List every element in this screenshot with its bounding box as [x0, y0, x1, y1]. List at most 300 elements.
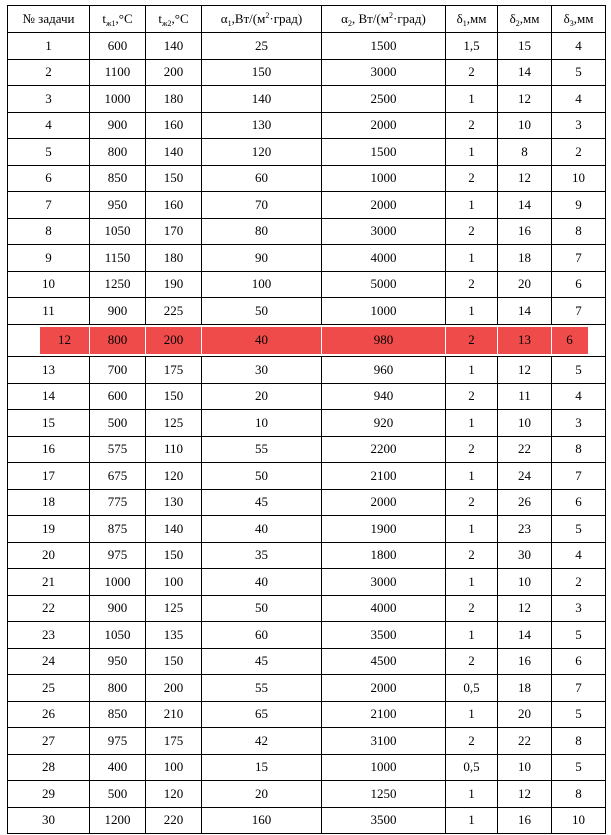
cell-t-zh1: 900 [90, 595, 146, 622]
header-alpha2 [322, 6, 446, 33]
cell-t-zh1: 1150 [90, 245, 146, 272]
cell-t-zh1: 800 [90, 139, 146, 166]
cell-delta1: 1 [446, 139, 498, 166]
cell-delta2: 26 [498, 489, 552, 516]
table-row [8, 595, 606, 622]
cell-delta2: 11 [498, 383, 552, 410]
cell-delta3: 8 [552, 218, 606, 245]
cell-t-zh1: 900 [90, 112, 146, 139]
cell-delta1: 2 [446, 489, 498, 516]
cell-t-zh1: 800 [90, 324, 146, 357]
header-text-sub: ж2 [161, 19, 172, 28]
header-text-pre: № задачи [22, 11, 75, 26]
cell-alpha1: 55 [202, 675, 322, 702]
header-text-mid: ,мм [519, 11, 540, 26]
cell-delta3: 6 [552, 648, 606, 675]
cell-t-zh2: 180 [146, 86, 202, 113]
cell-delta1: 2 [446, 728, 498, 755]
cell-delta1: 2 [446, 595, 498, 622]
cell-task-number: 1 [8, 33, 90, 60]
header-text-sub: 1 [462, 19, 467, 28]
header-t-zh1 [90, 6, 146, 33]
table-row [8, 701, 606, 728]
cell-task-number: 19 [8, 516, 90, 543]
cell-alpha2: 2000 [322, 192, 446, 219]
header-text-pre: δ [563, 11, 570, 26]
cell-task-number: 16 [8, 436, 90, 463]
table-row [8, 781, 606, 808]
cell-t-zh1: 1000 [90, 569, 146, 596]
cell-t-zh2: 170 [146, 218, 202, 245]
cell-t-zh1: 875 [90, 516, 146, 543]
cell-t-zh2: 150 [146, 383, 202, 410]
cell-delta1: 1 [446, 807, 498, 834]
cell-alpha2: 960 [322, 357, 446, 384]
table-row [8, 192, 606, 219]
cell-t-zh1: 1000 [90, 86, 146, 113]
cell-alpha1: 160 [202, 807, 322, 834]
cell-alpha2: 2100 [322, 701, 446, 728]
header-text-mid: ,мм [573, 11, 594, 26]
header-text-pre: δ [456, 11, 463, 26]
cell-alpha2: 1500 [322, 33, 446, 60]
cell-delta3: 7 [552, 463, 606, 490]
cell-t-zh2: 110 [146, 436, 202, 463]
cell-alpha2: 940 [322, 383, 446, 410]
cell-delta1: 1,5 [446, 33, 498, 60]
cell-delta1: 0,5 [446, 754, 498, 781]
cell-delta2: 20 [498, 271, 552, 298]
header-delta1 [446, 6, 498, 33]
cell-t-zh1: 600 [90, 33, 146, 60]
cell-alpha2: 2500 [322, 86, 446, 113]
cell-task-number: 27 [8, 728, 90, 755]
cell-delta1: 2 [446, 112, 498, 139]
cell-task-number: 15 [8, 410, 90, 437]
table-row [8, 139, 606, 166]
cell-alpha2: 1000 [322, 754, 446, 781]
cell-delta3: 7 [552, 675, 606, 702]
cell-alpha1: 15 [202, 754, 322, 781]
table-header-row [8, 6, 606, 33]
cell-delta1: 0,5 [446, 675, 498, 702]
cell-t-zh1: 850 [90, 701, 146, 728]
cell-alpha2: 3500 [322, 807, 446, 834]
cell-delta1: 1 [446, 781, 498, 808]
cell-delta3: 5 [552, 754, 606, 781]
table-row [8, 271, 606, 298]
cell-alpha1: 80 [202, 218, 322, 245]
table-row [8, 410, 606, 437]
cell-t-zh2: 135 [146, 622, 202, 649]
cell-alpha2: 2000 [322, 112, 446, 139]
cell-delta2: 18 [498, 245, 552, 272]
cell-t-zh2: 190 [146, 271, 202, 298]
header-text-sub: 1 [227, 19, 232, 28]
cell-delta3: 4 [552, 383, 606, 410]
task-variants-table [7, 5, 606, 834]
cell-delta3: 3 [552, 595, 606, 622]
cell-delta2: 10 [498, 410, 552, 437]
table-row [8, 218, 606, 245]
cell-task-number: 17 [8, 463, 90, 490]
cell-alpha2: 3000 [322, 59, 446, 86]
cell-alpha2: 1000 [322, 298, 446, 325]
cell-t-zh2: 150 [146, 165, 202, 192]
cell-alpha1: 10 [202, 410, 322, 437]
cell-delta3: 2 [552, 139, 606, 166]
cell-task-number: 6 [8, 165, 90, 192]
cell-alpha1: 40 [202, 569, 322, 596]
cell-delta3: 5 [552, 357, 606, 384]
cell-delta1: 1 [446, 245, 498, 272]
cell-t-zh2: 140 [146, 516, 202, 543]
cell-t-zh2: 200 [146, 59, 202, 86]
cell-task-number: 29 [8, 781, 90, 808]
cell-delta2: 14 [498, 192, 552, 219]
header-text-pre: t [102, 11, 106, 26]
cell-delta3: 7 [552, 298, 606, 325]
cell-delta2: 10 [498, 754, 552, 781]
cell-delta3: 6 [552, 271, 606, 298]
cell-delta2: 16 [498, 218, 552, 245]
header-task-number [8, 6, 90, 33]
cell-t-zh2: 200 [146, 324, 202, 357]
table-row [8, 33, 606, 60]
cell-alpha2: 1800 [322, 542, 446, 569]
cell-t-zh1: 1050 [90, 218, 146, 245]
cell-t-zh2: 150 [146, 648, 202, 675]
cell-delta1: 1 [446, 516, 498, 543]
table-row [8, 754, 606, 781]
cell-alpha2: 2000 [322, 675, 446, 702]
cell-alpha2: 3000 [322, 218, 446, 245]
table-row-highlighted [8, 324, 606, 357]
cell-t-zh1: 600 [90, 383, 146, 410]
cell-t-zh1: 1200 [90, 807, 146, 834]
cell-alpha1: 60 [202, 622, 322, 649]
cell-delta1: 1 [446, 86, 498, 113]
cell-task-number: 10 [8, 271, 90, 298]
cell-delta2: 20 [498, 701, 552, 728]
cell-task-number: 24 [8, 648, 90, 675]
header-text-mid: ,Вт/(м [231, 11, 266, 26]
header-text-sup: 2 [388, 11, 393, 20]
table-row [8, 59, 606, 86]
header-text-post: ·град) [392, 11, 426, 26]
cell-alpha2: 3100 [322, 728, 446, 755]
cell-t-zh2: 140 [146, 139, 202, 166]
cell-t-zh2: 210 [146, 701, 202, 728]
header-text-sub: 2 [515, 19, 520, 28]
cell-task-number: 5 [8, 139, 90, 166]
cell-alpha2: 1250 [322, 781, 446, 808]
cell-t-zh1: 775 [90, 489, 146, 516]
cell-delta1: 1 [446, 192, 498, 219]
table-row [8, 807, 606, 834]
cell-delta3: 5 [552, 59, 606, 86]
cell-alpha2: 1000 [322, 165, 446, 192]
cell-delta3: 10 [552, 165, 606, 192]
cell-delta2: 15 [498, 33, 552, 60]
header-text-mid: ,мм [466, 11, 487, 26]
cell-delta3: 10 [552, 807, 606, 834]
cell-delta1: 2 [446, 218, 498, 245]
cell-delta1: 1 [446, 569, 498, 596]
cell-t-zh1: 850 [90, 165, 146, 192]
cell-alpha2: 4500 [322, 648, 446, 675]
header-text-pre: α [220, 11, 228, 26]
cell-t-zh2: 120 [146, 463, 202, 490]
cell-t-zh1: 975 [90, 728, 146, 755]
cell-alpha2: 5000 [322, 271, 446, 298]
cell-t-zh2: 180 [146, 245, 202, 272]
cell-alpha1: 40 [202, 516, 322, 543]
cell-task-number: 12 [8, 324, 90, 357]
cell-task-number: 26 [8, 701, 90, 728]
cell-task-number: 8 [8, 218, 90, 245]
cell-delta1: 1 [446, 463, 498, 490]
cell-delta3: 9 [552, 192, 606, 219]
cell-t-zh2: 130 [146, 489, 202, 516]
cell-alpha2: 4000 [322, 595, 446, 622]
header-text-pre: t [158, 11, 162, 26]
cell-delta1: 1 [446, 622, 498, 649]
header-text-sub: 3 [569, 19, 574, 28]
cell-t-zh1: 675 [90, 463, 146, 490]
cell-t-zh1: 500 [90, 410, 146, 437]
cell-delta2: 10 [498, 112, 552, 139]
cell-delta3: 4 [552, 33, 606, 60]
cell-task-number: 13 [8, 357, 90, 384]
cell-t-zh1: 975 [90, 542, 146, 569]
cell-t-zh2: 120 [146, 781, 202, 808]
table-row [8, 648, 606, 675]
cell-delta2: 22 [498, 728, 552, 755]
header-delta3 [552, 6, 606, 33]
cell-alpha1: 65 [202, 701, 322, 728]
cell-delta1: 2 [446, 436, 498, 463]
cell-alpha1: 70 [202, 192, 322, 219]
table-row [8, 165, 606, 192]
table-row [8, 298, 606, 325]
cell-t-zh2: 175 [146, 357, 202, 384]
cell-delta2: 12 [498, 165, 552, 192]
cell-t-zh2: 125 [146, 410, 202, 437]
cell-t-zh2: 125 [146, 595, 202, 622]
cell-alpha1: 30 [202, 357, 322, 384]
header-alpha1 [202, 6, 322, 33]
cell-alpha1: 150 [202, 59, 322, 86]
cell-delta3: 5 [552, 701, 606, 728]
cell-t-zh1: 575 [90, 436, 146, 463]
cell-delta3: 3 [552, 410, 606, 437]
table-row [8, 112, 606, 139]
cell-alpha1: 50 [202, 298, 322, 325]
header-text-sub: 2 [347, 19, 352, 28]
cell-t-zh2: 160 [146, 112, 202, 139]
cell-alpha2: 1900 [322, 516, 446, 543]
cell-t-zh1: 1100 [90, 59, 146, 86]
header-text-sub: ж1 [105, 19, 116, 28]
cell-delta2: 18 [498, 675, 552, 702]
cell-t-zh2: 225 [146, 298, 202, 325]
cell-alpha2: 1500 [322, 139, 446, 166]
cell-delta2: 24 [498, 463, 552, 490]
header-text-mid: ,°C [171, 11, 189, 26]
header-t-zh2 [146, 6, 202, 33]
cell-delta2: 23 [498, 516, 552, 543]
cell-delta2: 22 [498, 436, 552, 463]
cell-alpha2: 920 [322, 410, 446, 437]
cell-alpha1: 130 [202, 112, 322, 139]
cell-alpha2: 2100 [322, 463, 446, 490]
table-row [8, 728, 606, 755]
cell-task-number: 28 [8, 754, 90, 781]
cell-delta2: 12 [498, 357, 552, 384]
cell-delta1: 1 [446, 410, 498, 437]
cell-alpha1: 35 [202, 542, 322, 569]
table-row [8, 463, 606, 490]
table-row [8, 383, 606, 410]
cell-task-number: 22 [8, 595, 90, 622]
cell-delta2: 16 [498, 648, 552, 675]
cell-alpha1: 50 [202, 595, 322, 622]
table-body [8, 33, 606, 834]
table-row [8, 245, 606, 272]
cell-delta2: 12 [498, 595, 552, 622]
cell-alpha1: 45 [202, 648, 322, 675]
table-row [8, 489, 606, 516]
cell-delta1: 2 [446, 165, 498, 192]
cell-delta2: 8 [498, 139, 552, 166]
cell-alpha1: 25 [202, 33, 322, 60]
cell-delta3: 8 [552, 728, 606, 755]
table-row [8, 675, 606, 702]
table-row [8, 436, 606, 463]
cell-delta2: 12 [498, 86, 552, 113]
cell-t-zh2: 140 [146, 33, 202, 60]
cell-delta3: 8 [552, 781, 606, 808]
cell-task-number: 2 [8, 59, 90, 86]
cell-delta3: 3 [552, 112, 606, 139]
cell-alpha2: 2200 [322, 436, 446, 463]
cell-t-zh2: 175 [146, 728, 202, 755]
cell-delta1: 1 [446, 701, 498, 728]
cell-delta3: 5 [552, 516, 606, 543]
header-text-pre: α [341, 11, 348, 26]
cell-delta1: 1 [446, 357, 498, 384]
cell-task-number: 30 [8, 807, 90, 834]
cell-alpha2: 980 [322, 324, 446, 357]
cell-delta1: 2 [446, 542, 498, 569]
cell-task-number: 20 [8, 542, 90, 569]
cell-delta2: 14 [498, 622, 552, 649]
cell-t-zh2: 100 [146, 569, 202, 596]
table-row [8, 569, 606, 596]
cell-delta3: 2 [552, 569, 606, 596]
header-delta2 [498, 6, 552, 33]
table-row [8, 357, 606, 384]
table-row [8, 516, 606, 543]
cell-delta1: 2 [446, 383, 498, 410]
cell-alpha2: 4000 [322, 245, 446, 272]
header-text-post: ·град) [269, 11, 303, 26]
cell-t-zh1: 400 [90, 754, 146, 781]
cell-alpha1: 120 [202, 139, 322, 166]
cell-t-zh1: 1050 [90, 622, 146, 649]
cell-t-zh1: 950 [90, 192, 146, 219]
cell-t-zh1: 950 [90, 648, 146, 675]
cell-delta2: 14 [498, 59, 552, 86]
cell-alpha1: 50 [202, 463, 322, 490]
cell-t-zh1: 900 [90, 298, 146, 325]
table-row [8, 622, 606, 649]
cell-delta2: 16 [498, 807, 552, 834]
cell-task-number: 11 [8, 298, 90, 325]
cell-t-zh2: 150 [146, 542, 202, 569]
cell-delta3: 8 [552, 436, 606, 463]
header-text-pre: δ [509, 11, 516, 26]
cell-alpha1: 100 [202, 271, 322, 298]
cell-alpha1: 140 [202, 86, 322, 113]
cell-delta2: 14 [498, 298, 552, 325]
cell-delta3: 6 [552, 324, 606, 357]
cell-alpha2: 3000 [322, 569, 446, 596]
cell-task-number: 23 [8, 622, 90, 649]
cell-alpha2: 2000 [322, 489, 446, 516]
cell-alpha1: 20 [202, 383, 322, 410]
cell-delta3: 7 [552, 245, 606, 272]
cell-t-zh2: 160 [146, 192, 202, 219]
cell-task-number: 14 [8, 383, 90, 410]
header-text-mid: ,°C [115, 11, 133, 26]
cell-t-zh1: 700 [90, 357, 146, 384]
cell-delta2: 12 [498, 781, 552, 808]
cell-t-zh1: 500 [90, 781, 146, 808]
cell-task-number: 3 [8, 86, 90, 113]
cell-alpha1: 60 [202, 165, 322, 192]
cell-alpha2: 3500 [322, 622, 446, 649]
cell-alpha1: 55 [202, 436, 322, 463]
cell-delta1: 2 [446, 648, 498, 675]
cell-t-zh2: 100 [146, 754, 202, 781]
cell-delta3: 4 [552, 542, 606, 569]
cell-delta2: 13 [498, 324, 552, 357]
cell-delta3: 4 [552, 86, 606, 113]
header-text-mid: , Вт/(м [351, 11, 389, 26]
cell-task-number: 21 [8, 569, 90, 596]
cell-delta3: 5 [552, 622, 606, 649]
cell-alpha1: 20 [202, 781, 322, 808]
cell-delta1: 1 [446, 298, 498, 325]
cell-delta2: 30 [498, 542, 552, 569]
cell-task-number: 25 [8, 675, 90, 702]
cell-t-zh2: 220 [146, 807, 202, 834]
cell-delta1: 2 [446, 324, 498, 357]
cell-alpha1: 40 [202, 324, 322, 357]
cell-task-number: 9 [8, 245, 90, 272]
cell-delta2: 10 [498, 569, 552, 596]
cell-delta1: 2 [446, 271, 498, 298]
cell-delta1: 2 [446, 59, 498, 86]
cell-task-number: 18 [8, 489, 90, 516]
header-text-sup: 2 [265, 11, 270, 20]
table-row [8, 86, 606, 113]
cell-t-zh1: 1250 [90, 271, 146, 298]
cell-t-zh2: 200 [146, 675, 202, 702]
cell-t-zh1: 800 [90, 675, 146, 702]
